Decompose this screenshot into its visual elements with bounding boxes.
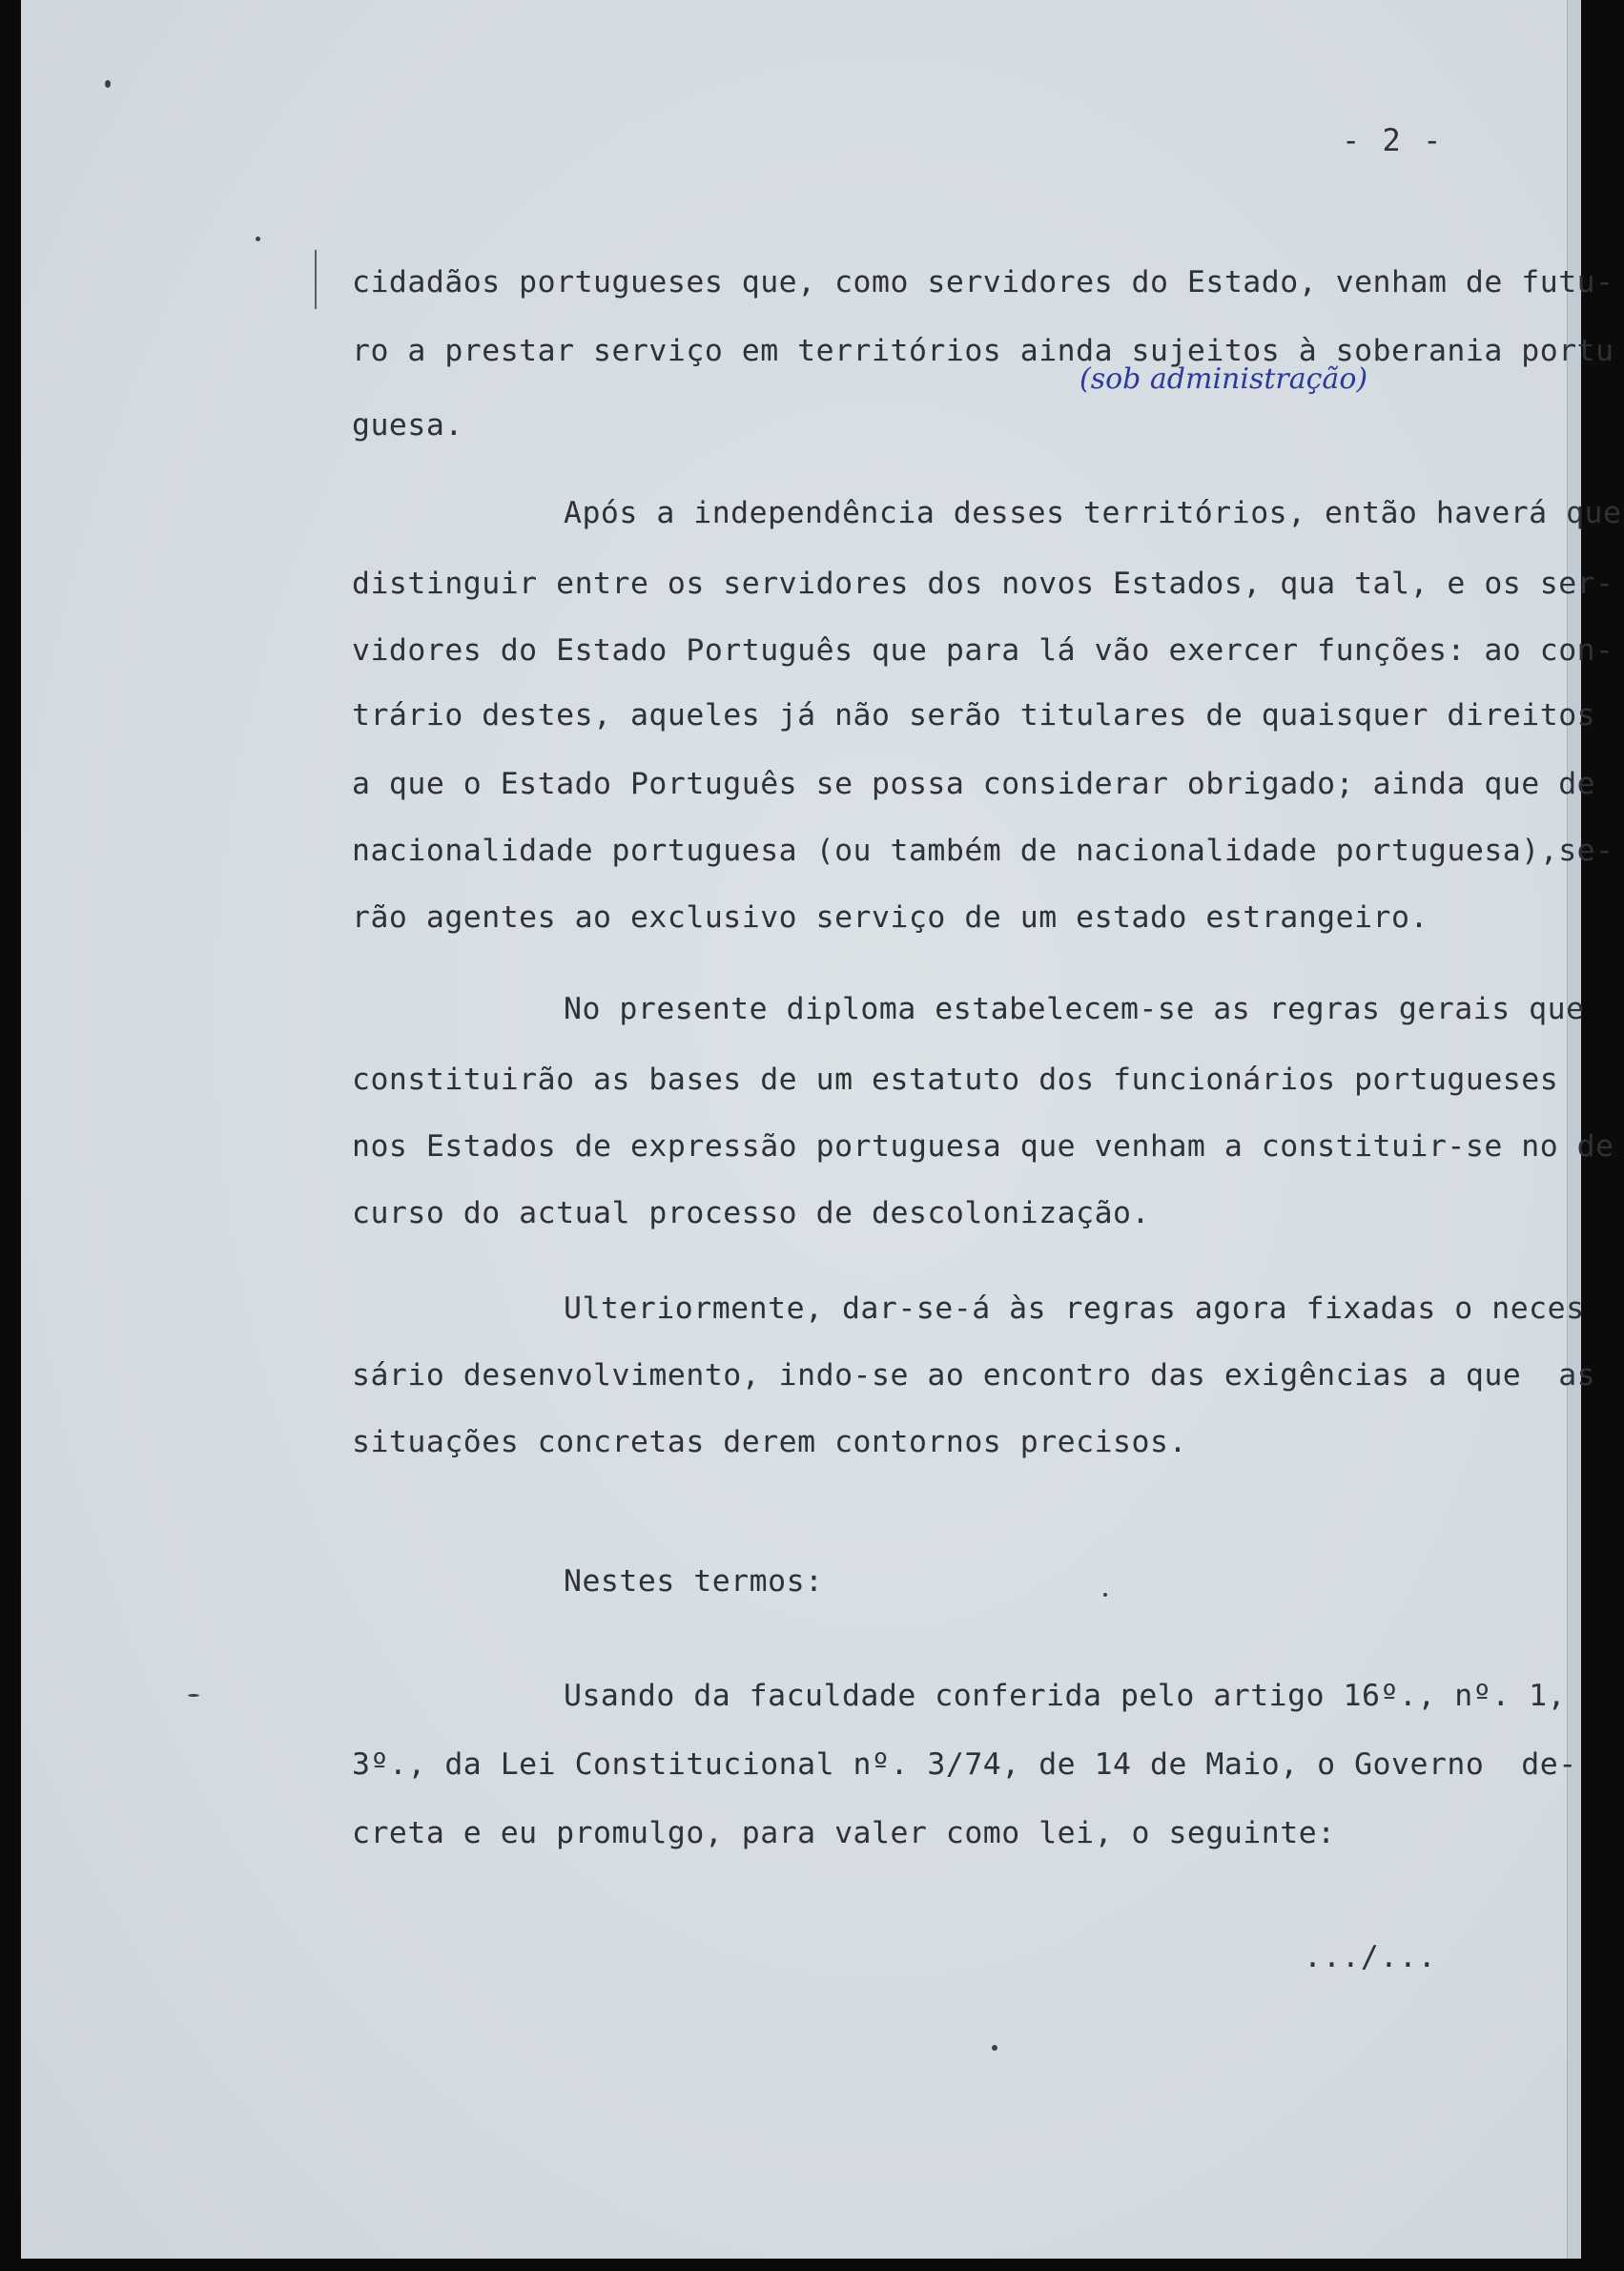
- text-line: sário desenvolvimento, indo-se ao encontro das exigências a que as: [352, 1358, 1596, 1393]
- text-line: situações concretas derem contornos precisos.: [352, 1425, 1187, 1459]
- scan-speck: [256, 237, 260, 241]
- text-line: Ulteriormente, dar-se-á às regras agora fixadas o neces: [564, 1291, 1585, 1326]
- handwritten-note: (sob administração): [1079, 362, 1368, 396]
- scan-speck: [1103, 1593, 1107, 1597]
- scan-speck: [992, 2045, 997, 2051]
- text-line: cidadãos portugueses que, como servidores do Estado, venham de futu-: [352, 265, 1614, 299]
- text-line: nos Estados de expressão portuguesa que venham a constituir-se no de: [352, 1129, 1614, 1164]
- text-line: guesa.: [352, 408, 463, 443]
- scan-speck: [188, 1694, 199, 1697]
- text-line: Usando da faculdade conferida pelo artigo 16º., nº. 1,: [564, 1679, 1567, 1713]
- text-line: Após a independência desses territórios, então haverá que: [564, 496, 1622, 530]
- text-line: Nestes termos:: [564, 1564, 824, 1599]
- margin-rule: [315, 250, 317, 309]
- text-line: ro a prestar serviço em territórios ainda sujeitos à soberania portu: [352, 334, 1614, 368]
- continuation-mark: .../...: [1304, 1940, 1437, 1974]
- document-page: [21, 0, 1622, 2259]
- text-line: 3º., da Lei Constitucional nº. 3/74, de 14 de Maio, o Governo de-: [352, 1747, 1577, 1782]
- text-line: a que o Estado Português se possa considerar obrigado; ainda que de: [352, 767, 1596, 801]
- text-line: creta e eu promulgo, para valer como lei, o seguinte:: [352, 1816, 1336, 1850]
- text-line: distinguir entre os servidores dos novos Estados, qua tal, e os ser-: [352, 567, 1614, 601]
- text-line: nacionalidade portuguesa (ou também de nacionalidade portuguesa),se-: [352, 834, 1614, 868]
- text-line: constituirão as bases de um estatuto dos funcionários portugueses: [352, 1063, 1559, 1097]
- text-line: No presente diploma estabelecem-se as regras gerais que: [564, 992, 1585, 1026]
- page-number: - 2 -: [1342, 122, 1444, 158]
- scan-speck: [105, 80, 111, 88]
- text-line: vidores do Estado Português que para lá vão exercer funções: ao con-: [352, 633, 1614, 668]
- text-line: rão agentes ao exclusivo serviço de um estado estrangeiro.: [352, 900, 1429, 935]
- text-line: curso do actual processo de descolonização.: [352, 1196, 1150, 1230]
- text-line: trário destes, aqueles já não serão titulares de quaisquer direitos: [352, 698, 1596, 733]
